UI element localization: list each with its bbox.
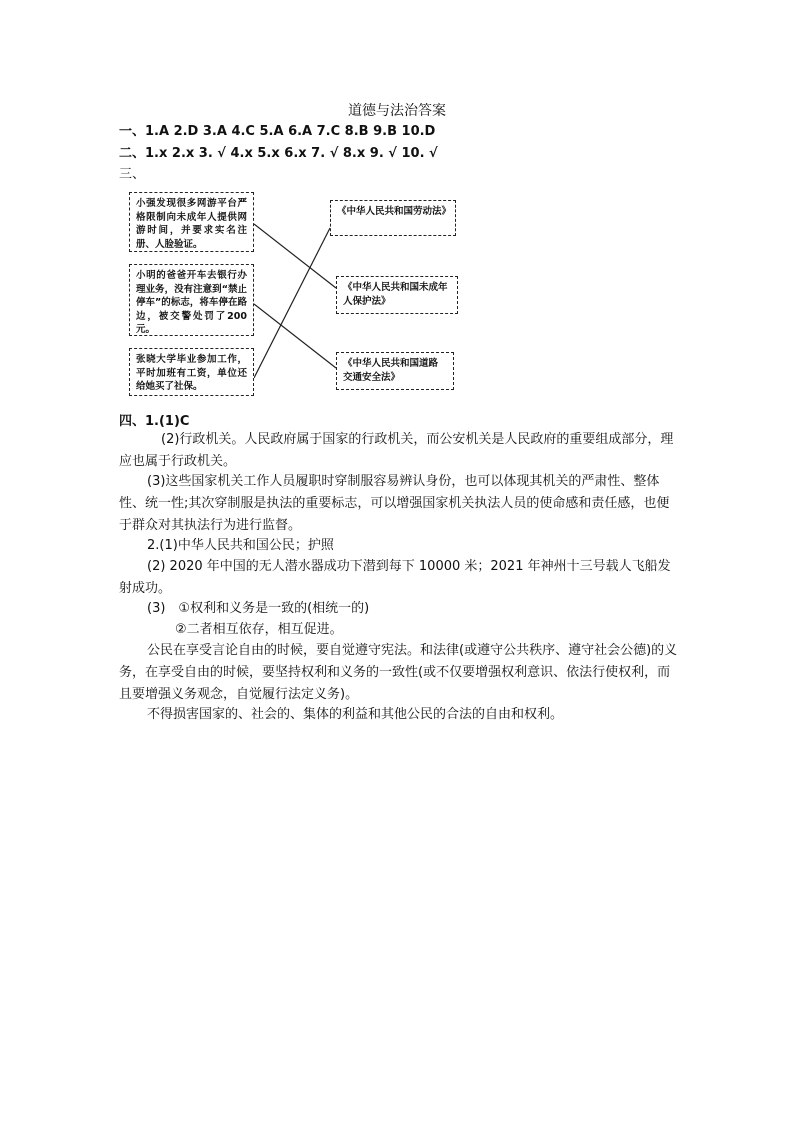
q2-part3b: ②二者相互依存，相互促进。: [175, 622, 343, 637]
q2-part2: (2) 2020 年中国的无人潜水器成功下潜到每下 10000 米；2021 年神州十三号载人飞船发射成功。: [119, 559, 671, 596]
connector-line-1: [254, 224, 336, 288]
match-right-box-1: 《中华人民共和国劳动法》: [330, 200, 456, 236]
q2-part5: 不得损害国家的、社会的、集体的利益和其他公民的合法的自由和权利。: [147, 707, 564, 722]
section3-label: 三、: [119, 167, 146, 182]
q1-part2: (2)行政机关。人民政府属于国家的行政机关，而公安机关是人民政府的重要组成部分，理应也属于行政机关。: [119, 432, 674, 469]
match-right-box-2: 《中华人民共和国未成年人保护法》: [336, 276, 458, 314]
q1-part1: 四、1.(1)C: [119, 414, 190, 429]
match-left-box-3: 张晓大学毕业参加工作，平时加班有工资，单位还给她买了社保。: [129, 348, 254, 396]
q2-part3a: (3) ①权利和义务是一致的(相统一的): [147, 601, 370, 616]
match-left-box-2: 小明的爸爸开车去银行办理业务，没有注意到“禁止停车”的标志，将车停在路边，被交警处罚了200元。: [129, 264, 254, 336]
match-left-box-1: 小强发现很多网游平台严格限制向未成年人提供网游时间，并要求实名注册、人脸验证。: [129, 192, 254, 252]
q1-part3: (3)这些国家机关工作人员履职时穿制服容易辨认身份，也可以体现其机关的严肃性、整体性、统一性;其次穿制服是执法的重要标志，可以增强国家机关执法人员的使命感和责任感，也便于群众对其执法行为进行监督。: [119, 474, 670, 533]
section2-answers: 二、1.x 2.x 3. √ 4.x 5.x 6.x 7. √ 8.x 9. √ 10. √: [119, 146, 438, 161]
q2-part1: 2.(1)中华人民共和国公民；护照: [147, 538, 334, 553]
section1-answers: 一、1.A 2.D 3.A 4.C 5.A 6.A 7.C 8.B 9.B 10.D: [119, 124, 436, 139]
q2-part4: 公民在享受言论自由的时候，要自觉遵守宪法。和法律(或遵守公共秩序、遵守社会公德)的义务，在享受自由的时候，要坚持权利和义务的一致性(或不仅要增强权利意识、依法行使权利，而且要增强义务观念，自觉履行法定义务)。: [119, 643, 678, 702]
connector-line-2: [254, 304, 336, 368]
connector-line-3: [254, 228, 330, 378]
match-right-box-3: 《中华人民共和国道路交通安全法》: [336, 352, 454, 390]
page-title: 道德与法治答案: [348, 103, 446, 119]
